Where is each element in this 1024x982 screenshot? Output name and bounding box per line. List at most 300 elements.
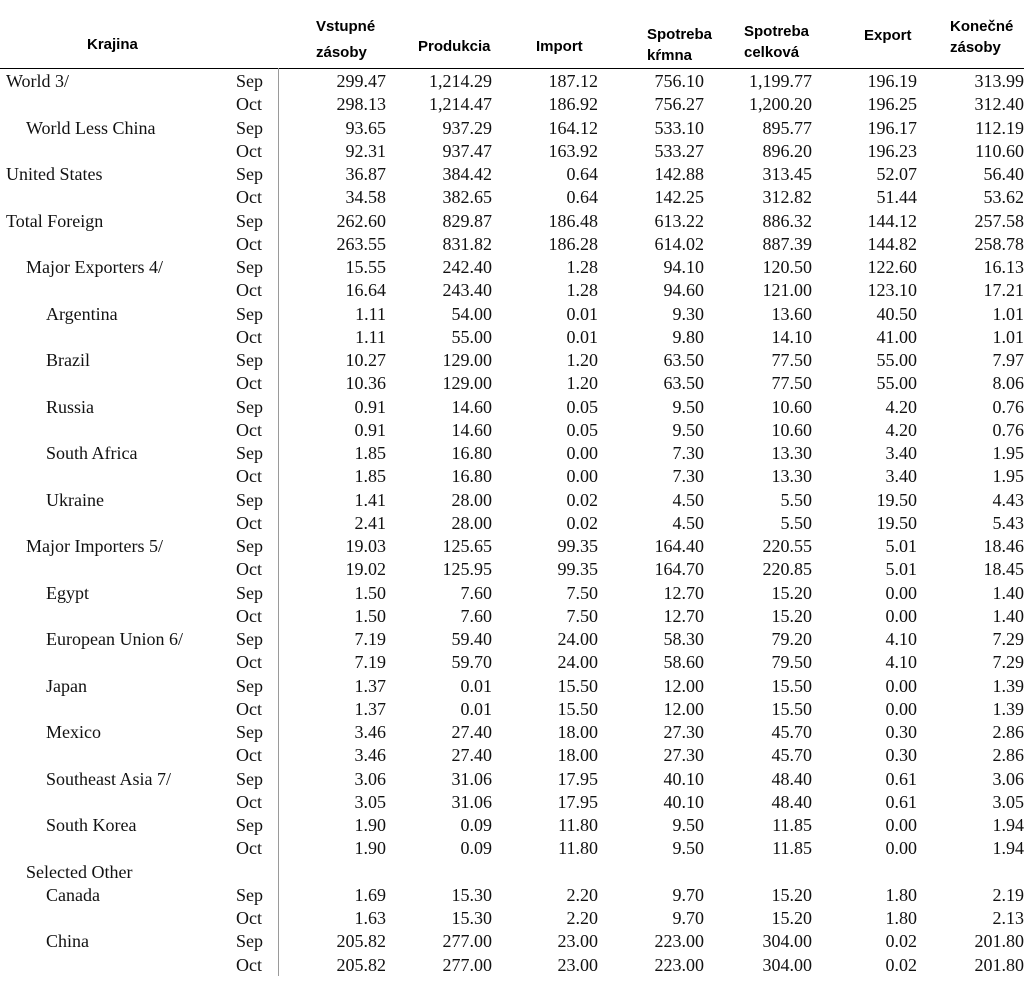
cell-feed-use: 164.70 (654, 559, 704, 580)
month-label: Oct (236, 838, 262, 859)
cell-opening-stocks: 7.19 (354, 652, 386, 673)
cell-import: 11.80 (558, 838, 598, 859)
cell-export: 52.07 (876, 164, 917, 184)
cell-production: 7.60 (460, 582, 492, 603)
cell-ending-stocks: 1.94 (992, 838, 1024, 859)
month-label: Oct (236, 745, 262, 766)
cell-import: 1.28 (566, 257, 598, 277)
cell-production: 31.06 (451, 791, 492, 812)
cell-ending-stocks: 0.76 (992, 396, 1024, 417)
month-label: Sep (236, 443, 263, 463)
country-name: World Less China (26, 117, 156, 138)
table-row (0, 93, 1024, 116)
cell-feed-use: 40.10 (663, 768, 704, 789)
cell-export: 0.30 (885, 722, 917, 742)
table-row (0, 721, 1024, 744)
cell-production: 14.60 (451, 396, 492, 417)
cell-export: 4.10 (885, 629, 917, 649)
table-row (0, 303, 1024, 326)
cell-export: 0.00 (885, 675, 917, 696)
cell-export: 55.00 (876, 350, 917, 370)
cell-production: 384.42 (442, 164, 492, 184)
cell-ending-stocks: 257.58 (974, 210, 1024, 231)
cell-total-use: 313.45 (762, 164, 812, 184)
cell-total-use: 10.60 (771, 396, 812, 417)
cell-opening-stocks: 7.19 (354, 629, 386, 649)
month-label: Sep (236, 722, 263, 742)
cell-ending-stocks: 110.60 (975, 140, 1024, 161)
table-row (0, 535, 1024, 558)
table-row (0, 837, 1024, 860)
cell-export: 0.00 (885, 582, 917, 603)
cell-export: 0.61 (885, 768, 917, 789)
country-name: Ukraine (46, 489, 104, 510)
cell-opening-stocks: 3.46 (354, 722, 386, 742)
cell-export: 123.10 (867, 280, 917, 301)
cell-import: 2.20 (566, 908, 598, 928)
cell-feed-use: 533.10 (654, 117, 704, 138)
cell-import: 186.48 (548, 210, 598, 231)
header-country: Krajina (87, 36, 138, 53)
cell-total-use: 304.00 (762, 931, 812, 952)
cell-total-use: 77.50 (771, 373, 812, 394)
cell-export: 1.80 (885, 884, 917, 905)
cell-ending-stocks: 2.13 (992, 908, 1024, 928)
cell-export: 5.01 (885, 559, 917, 580)
cell-ending-stocks: 1.39 (992, 698, 1024, 719)
country-name: Major Exporters 4/ (26, 257, 163, 277)
cell-opening-stocks: 262.60 (336, 210, 386, 231)
cell-import: 164.12 (548, 117, 598, 138)
month-label: Sep (236, 884, 263, 905)
cell-import: 17.95 (557, 768, 598, 789)
cell-total-use: 220.85 (762, 559, 812, 580)
cell-ending-stocks: 258.78 (974, 233, 1024, 254)
cell-export: 19.50 (876, 489, 917, 510)
cell-ending-stocks: 56.40 (983, 164, 1024, 184)
month-label: Sep (236, 815, 263, 835)
cell-feed-use: 40.10 (663, 791, 704, 812)
cell-import: 99.35 (557, 536, 598, 556)
header-production: Produkcia (418, 38, 491, 55)
cell-opening-stocks: 205.82 (336, 931, 386, 952)
cell-import: 18.00 (557, 745, 598, 766)
cell-ending-stocks: 1.40 (992, 605, 1024, 626)
month-label: Sep (236, 71, 263, 91)
cell-ending-stocks: 4.43 (992, 489, 1024, 510)
table-row (0, 210, 1024, 233)
table-body (0, 70, 1024, 977)
cell-export: 196.17 (867, 117, 917, 138)
cell-export: 144.12 (867, 210, 917, 231)
cell-opening-stocks: 1.90 (354, 838, 386, 859)
cell-ending-stocks: 1.01 (992, 303, 1024, 324)
cell-production: 243.40 (442, 280, 492, 301)
country-name: Major Importers 5/ (26, 536, 163, 556)
table-row (0, 605, 1024, 628)
cell-export: 0.00 (885, 815, 917, 835)
cell-export: 19.50 (876, 512, 917, 533)
cell-export: 0.30 (885, 745, 917, 766)
month-label: Oct (236, 280, 262, 301)
cell-total-use: 15.20 (771, 605, 812, 626)
cell-production: 59.70 (451, 652, 492, 673)
cell-production: 937.29 (442, 117, 492, 138)
cell-opening-stocks: 1.69 (354, 884, 386, 905)
table-row (0, 930, 1024, 953)
cell-opening-stocks: 2.41 (354, 512, 386, 533)
table-row (0, 419, 1024, 442)
cell-opening-stocks: 0.91 (354, 419, 386, 440)
cell-import: 15.50 (557, 698, 598, 719)
cell-ending-stocks: 1.01 (992, 326, 1024, 347)
cell-feed-use: 7.30 (672, 443, 704, 463)
header-opening-stocks-line1: Vstupné (316, 18, 376, 35)
cell-opening-stocks: 205.82 (336, 954, 386, 975)
cell-ending-stocks: 112.19 (975, 117, 1024, 138)
cell-import: 7.50 (566, 605, 598, 626)
cell-opening-stocks: 1.11 (355, 326, 386, 347)
cell-production: 0.01 (460, 675, 492, 696)
cell-opening-stocks: 1.63 (354, 908, 386, 928)
table-row (0, 907, 1024, 930)
cell-production: 1,214.29 (429, 71, 492, 91)
cell-opening-stocks: 1.37 (354, 698, 386, 719)
cell-export: 55.00 (876, 373, 917, 394)
cell-feed-use: 58.60 (663, 652, 704, 673)
table-row (0, 163, 1024, 186)
cell-total-use: 13.30 (771, 443, 812, 463)
cell-total-use: 15.50 (771, 698, 812, 719)
cell-total-use: 11.85 (772, 838, 812, 859)
cell-opening-stocks: 93.65 (345, 117, 386, 138)
cell-import: 99.35 (557, 559, 598, 580)
cell-ending-stocks: 201.80 (974, 931, 1024, 952)
cell-import: 186.92 (548, 94, 598, 115)
cell-total-use: 11.85 (772, 815, 812, 835)
table-row (0, 465, 1024, 488)
cell-ending-stocks: 0.76 (992, 419, 1024, 440)
month-label: Sep (236, 164, 263, 184)
country-name: China (46, 931, 89, 952)
cell-export: 0.00 (885, 838, 917, 859)
cell-feed-use: 223.00 (654, 931, 704, 952)
cell-export: 3.40 (885, 466, 917, 487)
cell-feed-use: 9.70 (672, 884, 704, 905)
header-rule (0, 68, 1024, 69)
cell-total-use: 895.77 (762, 117, 812, 138)
cell-ending-stocks: 5.43 (992, 512, 1024, 533)
month-label: Oct (236, 140, 262, 161)
cell-total-use: 15.50 (771, 675, 812, 696)
cell-production: 129.00 (442, 350, 492, 370)
cell-import: 24.00 (557, 629, 598, 649)
cell-feed-use: 142.25 (654, 187, 704, 208)
cell-import: 0.64 (566, 187, 598, 208)
cell-opening-stocks: 36.87 (345, 164, 386, 184)
cell-production: 27.40 (451, 745, 492, 766)
cell-feed-use: 4.50 (672, 489, 704, 510)
table-row (0, 442, 1024, 465)
country-name: Canada (46, 884, 100, 905)
cell-export: 51.44 (876, 187, 917, 208)
country-name: Japan (46, 675, 87, 696)
cell-production: 125.95 (442, 559, 492, 580)
month-label: Sep (236, 350, 263, 370)
cell-import: 0.02 (566, 489, 598, 510)
month-label: Oct (236, 233, 262, 254)
table-row (0, 582, 1024, 605)
cell-opening-stocks: 1.11 (355, 303, 386, 324)
cell-import: 23.00 (557, 931, 598, 952)
table-row (0, 233, 1024, 256)
cell-feed-use: 9.50 (672, 815, 704, 835)
cell-feed-use: 756.10 (654, 71, 704, 91)
cell-ending-stocks: 18.46 (983, 536, 1024, 556)
cell-production: 277.00 (442, 931, 492, 952)
cell-opening-stocks: 3.06 (354, 768, 386, 789)
cell-total-use: 48.40 (771, 768, 812, 789)
cell-feed-use: 756.27 (654, 94, 704, 115)
cell-ending-stocks: 1.40 (992, 582, 1024, 603)
month-label: Sep (236, 675, 263, 696)
cell-opening-stocks: 1.85 (354, 466, 386, 487)
cell-production: 7.60 (460, 605, 492, 626)
cell-import: 24.00 (557, 652, 598, 673)
cell-export: 4.20 (885, 396, 917, 417)
cell-production: 54.00 (451, 303, 492, 324)
cell-feed-use: 164.40 (654, 536, 704, 556)
cell-ending-stocks: 53.62 (983, 187, 1024, 208)
table-row (0, 768, 1024, 791)
table-row (0, 675, 1024, 698)
cell-ending-stocks: 2.19 (992, 884, 1024, 905)
header-opening-stocks-line2: zásoby (316, 44, 367, 61)
country-name: World 3/ (6, 71, 70, 91)
cell-import: 2.20 (566, 884, 598, 905)
cell-production: 15.30 (451, 908, 492, 928)
cell-export: 41.00 (876, 326, 917, 347)
cell-ending-stocks: 313.99 (974, 71, 1024, 91)
cell-production: 31.06 (451, 768, 492, 789)
cell-ending-stocks: 1.95 (992, 466, 1024, 487)
cell-opening-stocks: 10.27 (345, 350, 386, 370)
table-row (0, 140, 1024, 163)
cell-production: 242.40 (442, 257, 492, 277)
cell-feed-use: 4.50 (672, 512, 704, 533)
cell-import: 0.00 (566, 466, 598, 487)
header-total-line2: celková (744, 44, 800, 61)
cell-opening-stocks: 299.47 (336, 71, 386, 91)
cell-total-use: 45.70 (771, 745, 812, 766)
table-row (0, 651, 1024, 674)
country-name: Southeast Asia 7/ (46, 768, 171, 789)
month-label: Sep (236, 931, 263, 952)
cell-total-use: 14.10 (771, 326, 812, 347)
cell-ending-stocks: 3.05 (992, 791, 1024, 812)
cell-ending-stocks: 8.06 (992, 373, 1024, 394)
cell-export: 0.02 (885, 954, 917, 975)
cell-ending-stocks: 1.94 (992, 815, 1024, 835)
cell-feed-use: 533.27 (654, 140, 704, 161)
month-label: Oct (236, 559, 262, 580)
cell-ending-stocks: 17.21 (983, 280, 1024, 301)
cell-production: 28.00 (451, 489, 492, 510)
cell-feed-use: 58.30 (663, 629, 704, 649)
cell-ending-stocks: 312.40 (974, 94, 1024, 115)
country-name: United States (6, 164, 103, 184)
table-row (0, 396, 1024, 419)
cell-opening-stocks: 1.50 (354, 582, 386, 603)
cell-opening-stocks: 1.85 (354, 443, 386, 463)
cell-total-use: 48.40 (771, 791, 812, 812)
country-name: Total Foreign (6, 210, 104, 231)
cell-total-use: 79.20 (771, 629, 812, 649)
table-row (0, 117, 1024, 140)
month-label: Oct (236, 698, 262, 719)
cell-opening-stocks: 92.31 (345, 140, 386, 161)
cell-production: 27.40 (451, 722, 492, 742)
cell-opening-stocks: 3.05 (354, 791, 386, 812)
month-label: Sep (236, 396, 263, 417)
cell-feed-use: 12.70 (663, 605, 704, 626)
cell-import: 0.02 (566, 512, 598, 533)
cell-opening-stocks: 298.13 (336, 94, 386, 115)
cell-total-use: 79.50 (771, 652, 812, 673)
month-label: Sep (236, 303, 263, 324)
cell-feed-use: 9.30 (672, 303, 704, 324)
cell-ending-stocks: 1.39 (992, 675, 1024, 696)
cell-import: 1.20 (566, 373, 598, 394)
table-row (0, 814, 1024, 837)
cell-total-use: 886.32 (762, 210, 812, 231)
cell-opening-stocks: 1.90 (354, 815, 386, 835)
cell-production: 15.30 (451, 884, 492, 905)
cell-total-use: 312.82 (762, 187, 812, 208)
cell-feed-use: 12.00 (663, 675, 704, 696)
table-row (0, 861, 1024, 884)
cell-import: 186.28 (548, 233, 598, 254)
table-row (0, 954, 1024, 977)
cell-opening-stocks: 1.37 (354, 675, 386, 696)
cell-feed-use: 613.22 (654, 210, 704, 231)
month-label: Oct (236, 791, 262, 812)
month-label: Oct (236, 326, 262, 347)
cell-feed-use: 9.50 (672, 396, 704, 417)
cell-total-use: 1,199.77 (749, 71, 812, 91)
cell-production: 125.65 (442, 536, 492, 556)
header-ending-line1: Konečné (950, 18, 1014, 35)
cell-opening-stocks: 3.46 (354, 745, 386, 766)
cell-import: 0.01 (566, 326, 598, 347)
cell-import: 17.95 (557, 791, 598, 812)
cell-production: 55.00 (451, 326, 492, 347)
cell-export: 144.82 (867, 233, 917, 254)
cell-feed-use: 9.50 (672, 838, 704, 859)
cell-feed-use: 142.88 (654, 164, 704, 184)
cell-feed-use: 9.50 (672, 419, 704, 440)
cell-total-use: 13.30 (771, 466, 812, 487)
cell-export: 196.19 (867, 71, 917, 91)
cell-export: 0.02 (885, 931, 917, 952)
cell-export: 40.50 (876, 303, 917, 324)
cell-production: 59.40 (451, 629, 492, 649)
table-row (0, 628, 1024, 651)
cell-ending-stocks: 18.45 (983, 559, 1024, 580)
table-row (0, 279, 1024, 302)
cell-production: 28.00 (451, 512, 492, 533)
month-label: Sep (236, 210, 263, 231)
cell-total-use: 13.60 (771, 303, 812, 324)
cell-total-use: 15.20 (771, 908, 812, 928)
cell-ending-stocks: 3.06 (992, 768, 1024, 789)
cell-opening-stocks: 1.50 (354, 605, 386, 626)
cell-ending-stocks: 7.29 (992, 629, 1024, 649)
cell-import: 163.92 (548, 140, 598, 161)
cell-feed-use: 12.70 (663, 582, 704, 603)
cell-total-use: 887.39 (762, 233, 812, 254)
header-ending-line2: zásoby (950, 39, 1001, 56)
cell-total-use: 77.50 (771, 350, 812, 370)
cell-production: 129.00 (442, 373, 492, 394)
cell-import: 11.80 (558, 815, 598, 835)
cell-import: 0.05 (566, 396, 598, 417)
cell-ending-stocks: 7.97 (992, 350, 1024, 370)
table-row (0, 512, 1024, 535)
cell-export: 4.20 (885, 419, 917, 440)
cell-export: 122.60 (867, 257, 917, 277)
cell-production: 0.09 (460, 838, 492, 859)
cell-import: 187.12 (548, 71, 598, 91)
country-name: European Union 6/ (46, 629, 183, 649)
table-row (0, 372, 1024, 395)
header-export: Export (864, 27, 912, 44)
month-label: Oct (236, 954, 262, 975)
cell-ending-stocks: 201.80 (974, 954, 1024, 975)
cell-feed-use: 7.30 (672, 466, 704, 487)
month-label: Sep (236, 489, 263, 510)
cell-ending-stocks: 7.29 (992, 652, 1024, 673)
cell-total-use: 15.20 (771, 884, 812, 905)
cell-import: 1.20 (566, 350, 598, 370)
cell-production: 829.87 (442, 210, 492, 231)
cell-export: 3.40 (885, 443, 917, 463)
table-row (0, 744, 1024, 767)
cell-feed-use: 9.80 (672, 326, 704, 347)
month-label: Oct (236, 466, 262, 487)
country-name: Russia (46, 396, 95, 417)
header-total-line1: Spotreba (744, 23, 810, 40)
cell-total-use: 5.50 (780, 489, 812, 510)
cell-export: 0.00 (885, 698, 917, 719)
table-row (0, 349, 1024, 372)
header-feed-line1: Spotreba (647, 26, 713, 43)
cell-production: 16.80 (451, 443, 492, 463)
country-name: Egypt (46, 582, 89, 603)
cell-import: 0.00 (566, 443, 598, 463)
cell-production: 382.65 (442, 187, 492, 208)
month-label: Sep (236, 536, 263, 556)
cell-production: 16.80 (451, 466, 492, 487)
cell-export: 0.00 (885, 605, 917, 626)
cell-opening-stocks: 15.55 (345, 257, 386, 277)
cell-total-use: 10.60 (771, 419, 812, 440)
cell-import: 0.05 (566, 419, 598, 440)
cell-export: 5.01 (885, 536, 917, 556)
cell-export: 196.23 (867, 140, 917, 161)
month-label: Sep (236, 582, 263, 603)
table-row (0, 70, 1024, 93)
